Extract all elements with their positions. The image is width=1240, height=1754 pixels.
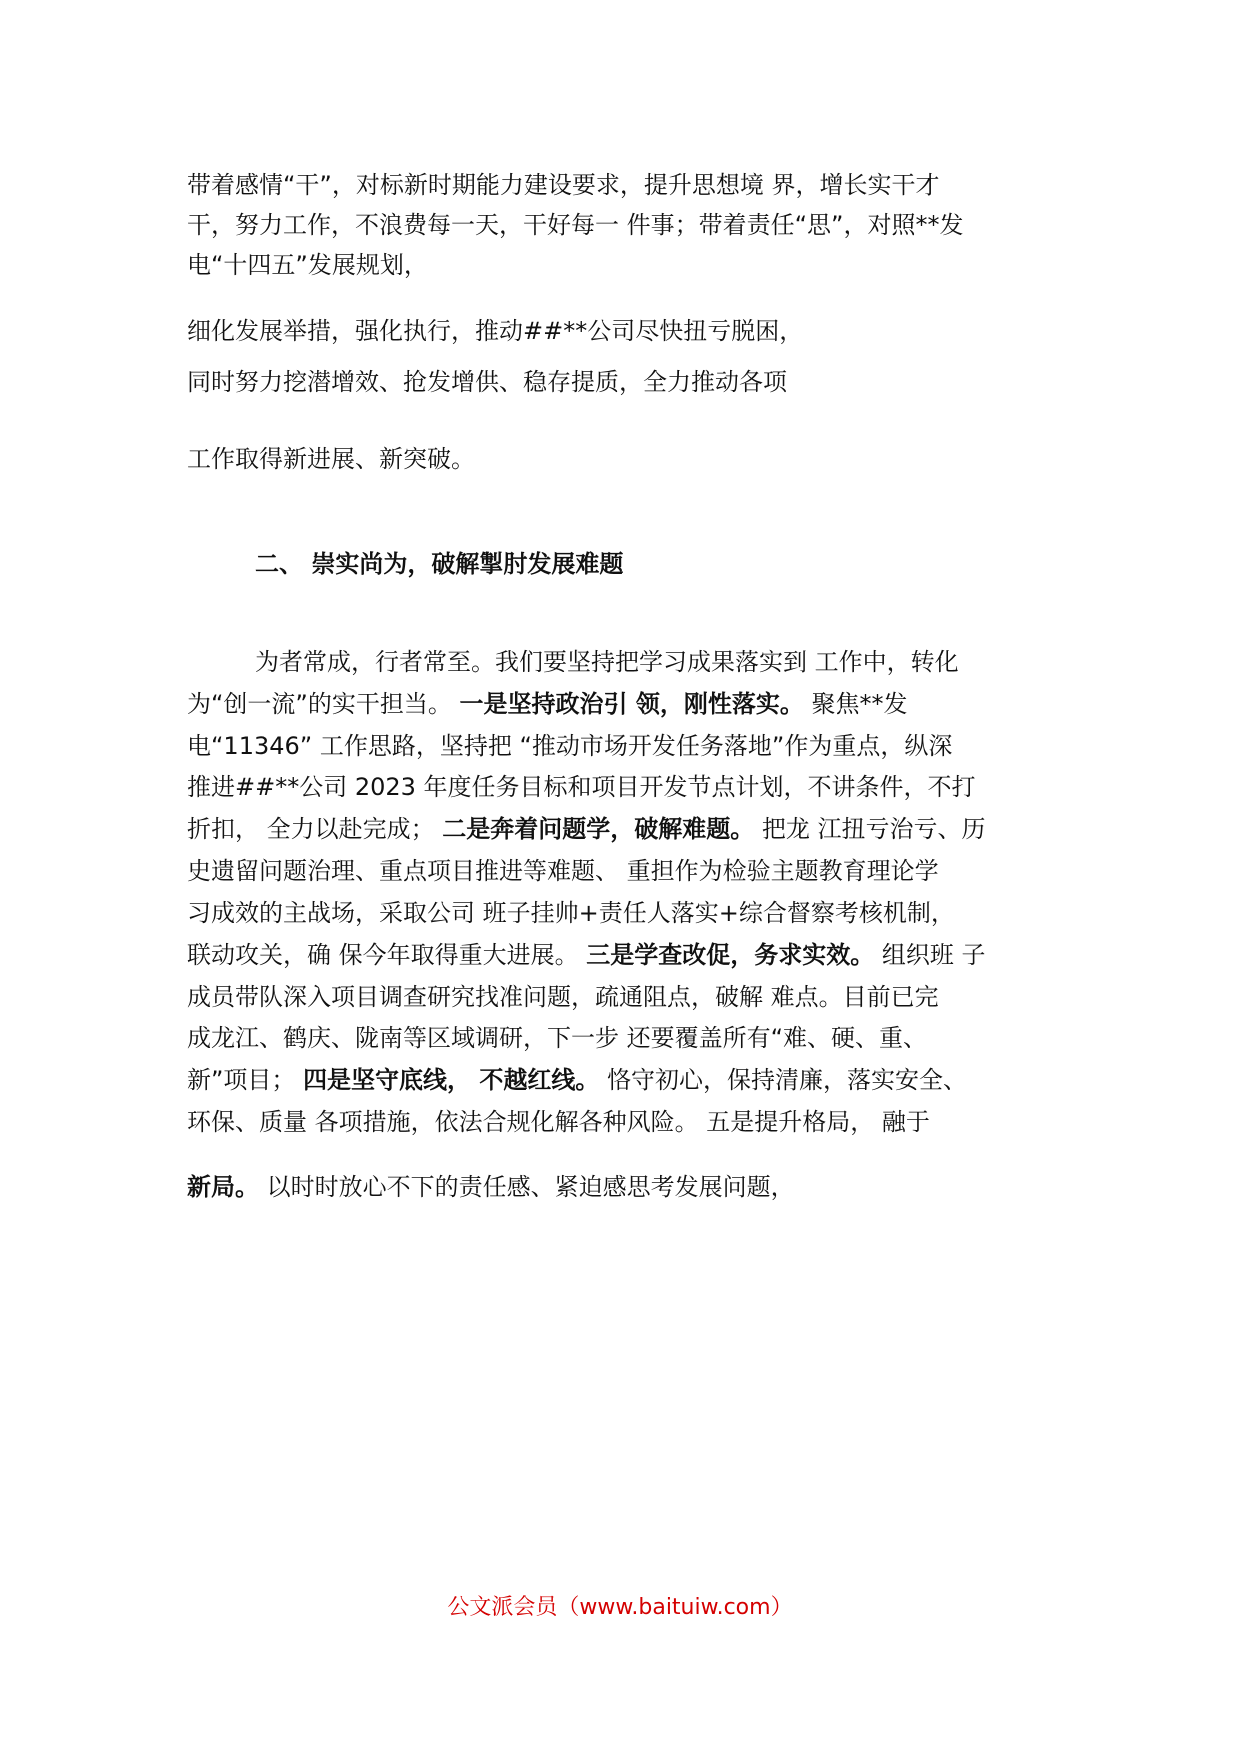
paragraph-4-line-6: 史遗留问题治理、重点项目推进等难题、 重担作为检验主题教育理论学 — [187, 857, 939, 885]
p4-point-4-bold: 四是坚守底线， 不越红线。 — [303, 1066, 600, 1094]
paragraph-5 — [187, 1172, 795, 1202]
section-heading: 二、 崇实尚为，破解掣肘发展难题 — [255, 550, 624, 578]
p5-bold: 新局。 — [187, 1173, 259, 1201]
paragraph-1-line-3: 电“十四五”发展规划， — [187, 251, 428, 279]
p4-l2-text: 为“创一流”的实干担当。 — [187, 690, 460, 718]
p4-point-3-bold: 三是学查改促，务求实效。 — [586, 941, 875, 969]
footer-watermark: 公文派会员（www.baituiw.com） — [447, 1595, 793, 1620]
paragraph-4-line-12: 环保、质量 各项措施，依法合规化解各种风险。 五是提升格局， 融于 — [187, 1108, 930, 1136]
p5-text: 以时时放心不下的责任感、紧迫感思考发展问题， — [259, 1173, 795, 1201]
paragraph-2-line-2: 同时努力挖潜增效、抢发增供、稳存提质，全力推动各项 — [187, 368, 787, 396]
paragraph-4-line-11 — [187, 1065, 967, 1095]
p4-point-1-bold: 一是坚持政治引 领，刚性落实。 — [459, 690, 804, 718]
paragraph-4-line-1: 为者常成，行者常至。我们要坚持把学习成果落实到 工作中，转化 — [255, 648, 959, 676]
paragraph-4-line-4: 推进##**公司 2023 年度任务目标和项目开发节点计划，不讲条件，不打 — [187, 773, 976, 801]
paragraph-4-line-9: 成员带队深入项目调查研究找准问题，疏通阻点，破解 难点。目前已完 — [187, 983, 939, 1011]
p4-l8-tail: 组织班 子 — [874, 941, 986, 969]
paragraph-4-line-5 — [187, 814, 986, 844]
p4-l5-text: 折扣， 全力以赴完成； — [187, 815, 443, 843]
paragraph-1-line-1: 带着感情“干”，对标新时期能力建设要求，提升思想境 界，增长实干才 — [187, 171, 940, 199]
p4-l11-tail: 恪守初心，保持清廉，落实安全、 — [599, 1066, 968, 1094]
paragraph-4-line-10: 成龙江、鹤庆、陇南等区域调研，下一步 还要覆盖所有“难、硬、重、 — [187, 1024, 928, 1052]
p4-l11-text: 新”项目； — [187, 1066, 304, 1094]
paragraph-4-line-2 — [187, 689, 908, 719]
paragraph-4-line-7: 习成效的主战场，采取公司 班子挂帅+责任人落实+综合督察考核机制， — [187, 899, 955, 927]
p4-l8-text: 联动攻关，确 保今年取得重大进展。 — [187, 941, 587, 969]
paragraph-1-line-2: 干，努力工作，不浪费每一天，干好每一 件事；带着责任“思”，对照**发 — [187, 211, 964, 239]
p4-point-2-bold: 二是奔着问题学，破解难题。 — [442, 815, 755, 843]
paragraph-4-line-3: 电“11346” 工作思路，坚持把 “推动市场开发任务落地”作为重点，纵深 — [187, 732, 953, 760]
p4-l2-tail: 聚焦**发 — [803, 690, 908, 718]
p4-l5-tail: 把龙 江扭亏治亏、历 — [754, 815, 986, 843]
paragraph-4-line-8 — [187, 940, 986, 970]
paragraph-3: 工作取得新进展、新突破。 — [187, 445, 475, 473]
paragraph-2-line-1: 细化发展举措，强化执行，推动##**公司尽快扭亏脱困， — [187, 317, 804, 345]
